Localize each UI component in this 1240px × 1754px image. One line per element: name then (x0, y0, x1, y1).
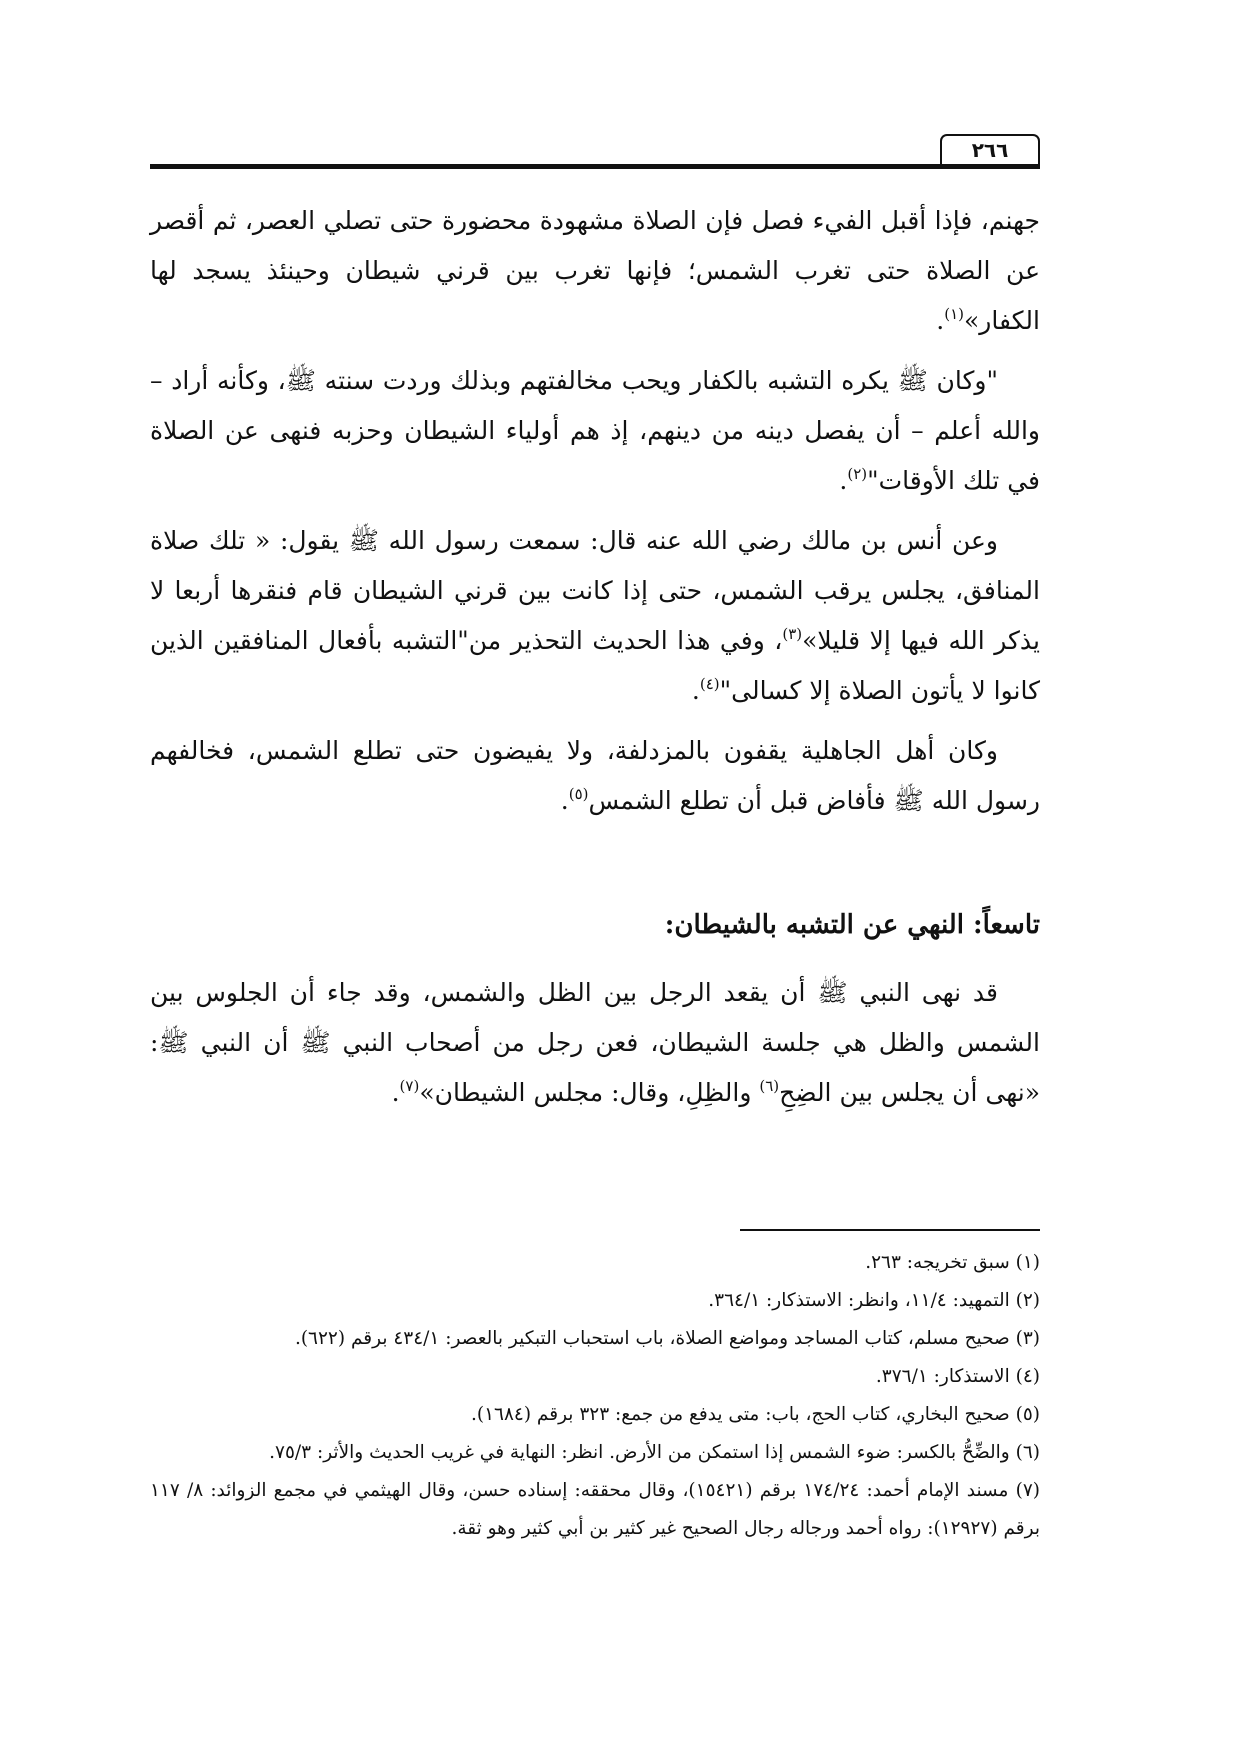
page-number: ٢٦٦ (940, 134, 1040, 164)
main-text (150, 196, 1040, 836)
section-paragraph: قد نهى النبي ﷺ أن يقعد الرجل بين الظل والشمس، وقد جاء أن الجلوس بين الشمس والظل هي جلسة الشيطان، فعن رجل من أصحاب النبي ﷺ أن النبي ﷺ: «نهى أن يجلس بين الضِحِ$^{(٦)}$ والظِلِ، وقال: مجلس الشيطان»$^{(٧)}$. (150, 978, 1040, 1107)
footnote-3: (٣) صحيح مسلم، كتاب المساجد ومواضع الصلاة، باب استحباب التبكير بالعصر: ٤٣٤/١ برقم (٦٢٢). (294, 1328, 1040, 1349)
footnote-ref[interactable]: (٢) (847, 465, 868, 483)
footnote-ref[interactable]: (٤) (699, 675, 720, 693)
footnote-5: (٥) صحيح البخاري، كتاب الحج، باب: متى يدفع من جمع: ٣٢٣ برقم (١٦٨٤). (470, 1404, 1040, 1425)
footnote-ref[interactable]: (٦) (759, 1077, 780, 1095)
header-rule (150, 164, 1040, 169)
book-page (150, 0, 1040, 1754)
footnote-ref[interactable]: (١) (944, 305, 964, 323)
footnote-ref[interactable]: (٣) (782, 625, 803, 643)
footnote-6: (٦) والضِّحُّ بالكسر: ضوء الشمس إذا استمكن من الأرض. انظر: النهاية في غريب الحديث والأثر: ٧٥/٣. (269, 1442, 1040, 1463)
footnote-1: (١) سبق تخريجه: ٢٦٣. (865, 1252, 1040, 1273)
footnote-ref[interactable]: (٥) (568, 785, 589, 803)
footnote-2: (٢) التمهيد: ١١/٤، وانظر: الاستذكار: ٣٦٤/١. (708, 1290, 1040, 1311)
footnote-separator (740, 1229, 1040, 1231)
paragraph-2: "وكان ﷺ يكره التشبه بالكفار ويحب مخالفتهم وبذلك وردت سنته ﷺ، وكأنه أراد – والله أعلم – أن يفصل دينه من دينهم، إذ هم أولياء الشيطان وحزبه فنهى عن الصلاة في تلك الأوقات"$^{(٢)}$. (150, 366, 1040, 495)
footnote-7: (٧) مسند الإمام أحمد: ١٧٤/٢٤ برقم (١٥٤٢١)، وقال محققه: إسناده حسن، وقال الهيثمي في مجمع الزوائد: ٨/ ١١٧ برقم (١٢٩٢٧): رواه أحمد ورجاله رجال الصحيح غير كثير بن أبي كثير وهو ثقة. (150, 1480, 1040, 1539)
footnote-ref[interactable]: (٧) (399, 1077, 420, 1095)
footnotes (150, 1244, 1040, 1548)
paragraph-1: جهنم، فإذا أقبل الفيء فصل فإن الصلاة مشهودة محضورة حتى تصلي العصر، ثم أقصر عن الصلاة حتى تغرب الشمس؛ فإنها تغرب بين قرني شيطان وحينئذ يسجد لها الكفار»$^{(١)}$. (150, 206, 1040, 335)
page-header (150, 134, 1040, 170)
paragraph-3: وعن أنس بن مالك رضي الله عنه قال: سمعت رسول الله ﷺ يقول: « تلك صلاة المنافق، يجلس يرقب الشمس، حتى إذا كانت بين قرني الشيطان قام فنقرها أربعا لا يذكر الله فيها إلا قليلا»$^{(٣)}$، وفي هذا الحديث التحذير من"التشبه بأفعال المنافقين الذين كانوا لا يأتون الصلاة إلا كسالى"$^{(٤)}$. (150, 526, 1040, 705)
section-heading: تاسعاً: النهي عن التشبه بالشيطان: (664, 910, 1040, 940)
paragraph-4: وكان أهل الجاهلية يقفون بالمزدلفة، ولا يفيضون حتى تطلع الشمس، فخالفهم رسول الله ﷺ فأفاض قبل أن تطلع الشمس$^{(٥)}$. (150, 736, 1040, 815)
footnote-4: (٤) الاستذكار: ٣٧٦/١. (875, 1366, 1040, 1387)
